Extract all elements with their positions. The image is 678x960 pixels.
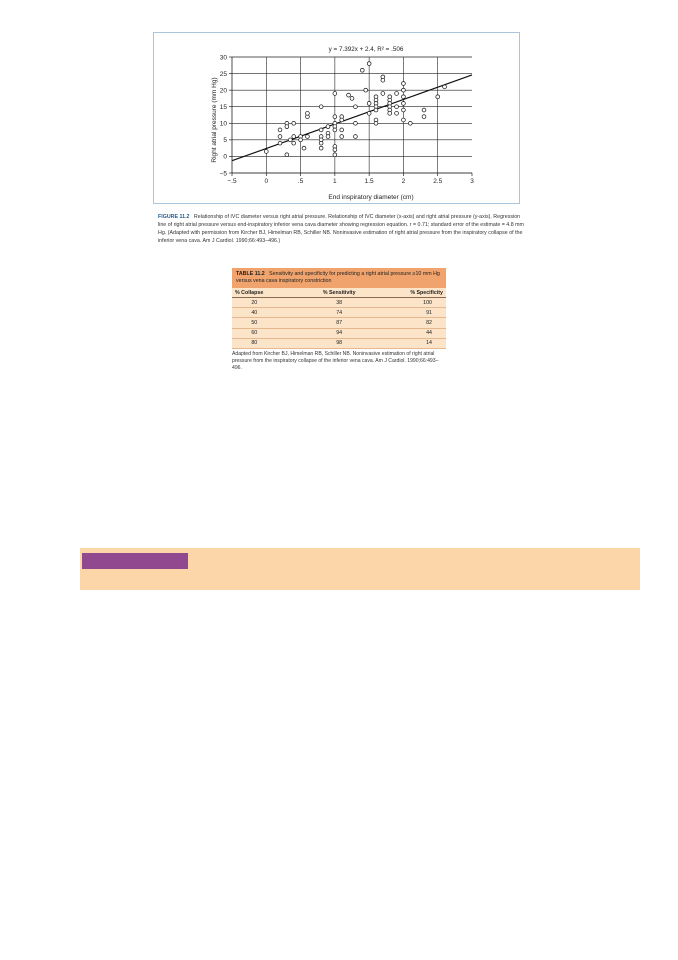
y-axis-label: Right atrial pressure (mm Hg): [211, 77, 218, 163]
scatter-plot: [154, 33, 521, 205]
column-header: % Sensitivity: [304, 288, 375, 298]
data-point: [402, 108, 406, 112]
sensitivity-table: [232, 288, 446, 349]
table-cell: 91: [375, 308, 446, 318]
data-point: [319, 146, 323, 150]
column-header: % Specificity: [375, 288, 446, 298]
regression-equation: y = 7.392x + 2.4, R² = .506: [328, 46, 404, 53]
table-header: [232, 268, 446, 288]
data-point: [367, 111, 371, 115]
data-point: [402, 95, 406, 99]
regression-line: [232, 75, 472, 161]
data-point: [333, 115, 337, 119]
table-row: [232, 308, 446, 318]
x-tick-label: .5: [297, 178, 304, 185]
figure-label: FIGURE 11.2: [158, 214, 190, 220]
data-point: [299, 138, 303, 142]
data-point: [333, 148, 337, 152]
x-tick-label: 3: [470, 178, 474, 185]
data-point: [278, 128, 282, 132]
data-point: [443, 85, 447, 89]
data-point: [278, 141, 282, 145]
data-point: [422, 115, 426, 119]
data-point: [340, 118, 344, 122]
table-body: [232, 288, 446, 349]
y-tick-label: 0: [223, 153, 227, 161]
data-point: [340, 128, 344, 132]
data-point: [374, 108, 378, 112]
column-header: % Collapse: [232, 288, 304, 298]
y-tick-label: 15: [219, 104, 227, 112]
data-point: [326, 125, 330, 129]
table-row: [232, 318, 446, 328]
figure-caption: [158, 213, 526, 245]
data-point: [302, 146, 306, 150]
grid: [232, 57, 472, 173]
table-row: [232, 328, 446, 338]
data-points: [264, 62, 446, 157]
data-point: [354, 135, 358, 139]
table-cell: 50: [232, 318, 304, 328]
data-point: [381, 78, 385, 82]
regression-line-segment: [232, 75, 472, 161]
data-point: [292, 141, 296, 145]
data-point: [402, 82, 406, 86]
data-point: [367, 102, 371, 106]
table-cell: 20: [232, 298, 304, 308]
data-point: [333, 153, 337, 157]
data-point: [285, 153, 289, 157]
table-row: [232, 338, 446, 348]
y-tick-label: 5: [223, 137, 227, 145]
data-point: [402, 88, 406, 92]
data-point: [395, 111, 399, 115]
x-tick-label: 0: [264, 178, 269, 185]
data-point: [319, 105, 323, 109]
y-tick-label: 25: [219, 70, 227, 78]
data-point: [333, 128, 337, 132]
data-point: [306, 111, 310, 115]
table-cell: 80: [232, 338, 304, 348]
table-cell: 98: [304, 338, 375, 348]
y-tick-label: 10: [219, 120, 227, 128]
table-source-note: Adapted from Kircher BJ, Himelman RB, Schiller NB. Noninvasive estimation of right atrial pressure from the inspiratory collapse of the inferior vena cava. Am J Cardiol. 1990;66:493–496.: [232, 350, 439, 371]
section-tab: [82, 553, 188, 569]
x-tick-label: 1.5: [364, 178, 374, 185]
data-point: [436, 95, 440, 99]
data-point: [340, 135, 344, 139]
data-point: [354, 105, 358, 109]
y-tick-label: 20: [219, 87, 227, 95]
table-cell: 94: [304, 328, 375, 338]
data-point: [402, 118, 406, 122]
table-cell: 100: [375, 298, 446, 308]
x-tick-label: −.5: [227, 178, 237, 185]
data-point: [381, 92, 385, 96]
table-cell: 74: [304, 308, 375, 318]
data-point: [264, 150, 268, 154]
data-point: [395, 92, 399, 96]
data-point: [402, 102, 406, 106]
table-cell: 82: [375, 318, 446, 328]
data-point: [367, 62, 371, 66]
table-cell: 14: [375, 338, 446, 348]
data-point: [354, 121, 358, 125]
x-tick-label: 2: [401, 178, 406, 185]
table-cell: 44: [375, 328, 446, 338]
data-point: [333, 92, 337, 96]
data-point: [395, 105, 399, 109]
table-cell: 38: [304, 298, 375, 308]
data-point: [319, 141, 323, 145]
table-cell: 87: [304, 318, 375, 328]
data-point: [408, 121, 412, 125]
table-title: Sensitivity and specificity for predicting a right atrial pressure ≥10 mm Hg versus vena cava inspiratory constriction: [236, 271, 440, 284]
figure-box: [153, 32, 520, 204]
data-point: [306, 135, 310, 139]
data-point: [374, 121, 378, 125]
data-point: [292, 135, 296, 139]
data-point: [350, 97, 354, 101]
table-label: TABLE 11.2: [236, 271, 265, 277]
table-cell: 60: [232, 328, 304, 338]
data-point: [288, 138, 292, 142]
data-point: [360, 68, 364, 72]
table-header-row: [232, 288, 446, 298]
data-point: [347, 93, 351, 97]
table-row: [232, 298, 446, 308]
table-box: [232, 268, 446, 372]
y-tick-label: −5: [219, 170, 227, 178]
x-tick-label: 2.5: [433, 178, 443, 185]
data-point: [326, 135, 330, 139]
table-cell: 40: [232, 308, 304, 318]
data-point: [364, 88, 368, 92]
x-axis-label: End inspiratory diameter (cm): [328, 194, 414, 201]
data-point: [292, 121, 296, 125]
data-point: [388, 111, 392, 115]
data-point: [278, 135, 282, 139]
x-tick-label: 1: [333, 178, 337, 185]
y-tick-label: 30: [219, 54, 227, 62]
data-point: [422, 108, 426, 112]
data-point: [285, 125, 289, 129]
data-point: [319, 128, 323, 132]
figure-caption-text: Relationship of IVC diameter versus right atrial pressure. Relationship of IVC diameter (x-axis) and right atrial pressure (y-axis). Regression line of right atrial pressure versus end-inspiratory inferior vena cava diameter showing regression equation. r = 0.71; standard error of the estimate = 4.8 mm Hg. (Adapted with permission from Kircher BJ, Himelman RB, Schiller NB. Noninvasive estimation of right atrial pressure from the inspiratory collapse of the inferior vena cava. Am J Cardiol. 1990;66:493–496.): [158, 214, 524, 244]
